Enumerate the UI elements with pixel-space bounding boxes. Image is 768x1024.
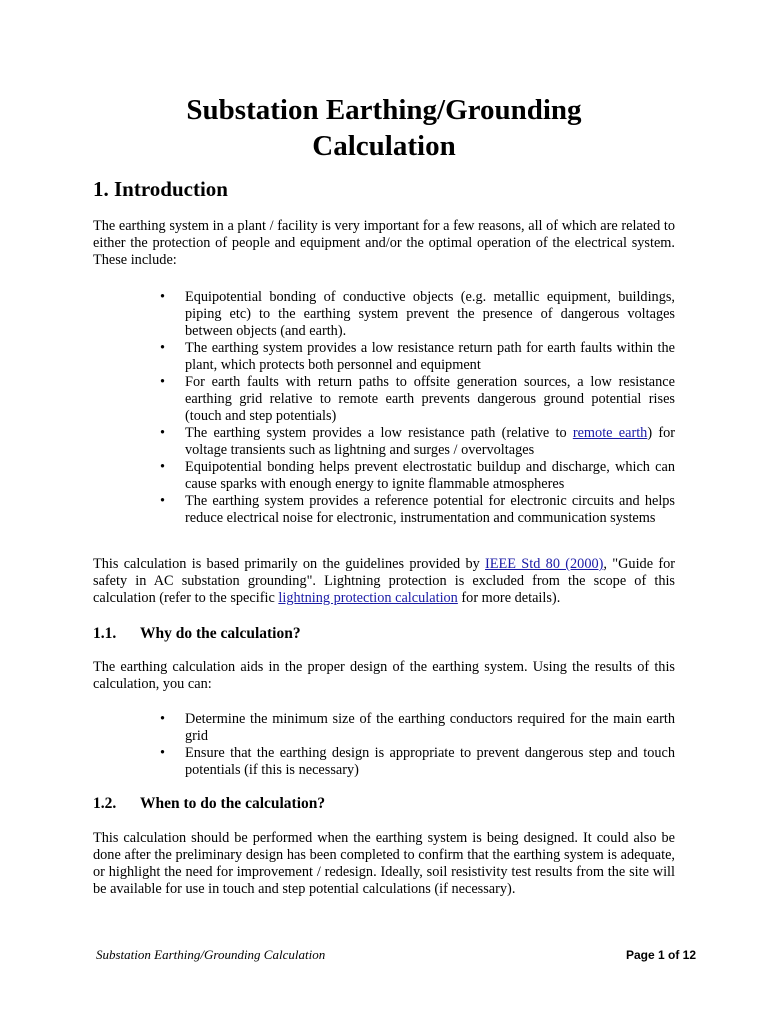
section-heading-why (93, 624, 301, 644)
list-item (160, 459, 675, 493)
list-item (160, 340, 675, 374)
section-heading-introduction: 1. Introduction (93, 177, 228, 201)
list-item (160, 289, 675, 340)
list-item-text: Ensure that the earthing design is appropriate to prevent dangerous step and touch potentials (if this is necessary) (185, 745, 675, 778)
list-item-text: Equipotential bonding of conductive objects (e.g. metallic equipment, buildings, piping etc) to the earthing system prevent the presence of dangerous voltages between objects (and earth). (185, 289, 675, 339)
bullet-icon: • (160, 711, 166, 727)
document-title: Substation Earthing/Grounding Calculation (186, 94, 582, 162)
list-item-text: The earthing system provides a reference potential for electronic circuits and helps reduce electrical noise for electronic, instrumentation and communication systems (185, 493, 675, 526)
basis-text-after: for more details). (457, 590, 561, 606)
list-item (160, 493, 675, 527)
when-paragraph: This calculation should be performed when the earthing system is being designed. It could also be done after the preliminary design has been completed to confirm that the earthing system is adequate, or highlight the need for improvement / redesign. Ideally, soil resistivity test results from the site will be available for use in touch and step potential calculations (if necessary). (93, 830, 675, 897)
list-item (160, 745, 675, 779)
list-item (160, 374, 675, 425)
intro-paragraph: The earthing system in a plant / facility is very important for a few reasons, all of which are related to either the protection of people and equipment and/or the optimal operation of the electrical system. These include: (93, 218, 675, 268)
bullet-icon: • (160, 459, 166, 475)
calculation-basis-paragraph (93, 556, 675, 607)
section-title: Why do the calculation? (140, 625, 301, 642)
bullet-icon: • (160, 493, 166, 509)
lightning-protection-link[interactable]: lightning protection calculation (278, 590, 458, 606)
list-item (160, 425, 675, 459)
bullet-icon: • (160, 340, 166, 356)
footer-document-title: Substation Earthing/Grounding Calculation (96, 947, 326, 962)
section-title: When to do the calculation? (140, 795, 326, 812)
why-paragraph: The earthing calculation aids in the proper design of the earthing system. Using the results of this calculation, you can: (93, 659, 675, 692)
list-item-text: Determine the minimum size of the earthing conductors required for the main earth grid (185, 711, 675, 744)
bullet-icon: • (160, 374, 166, 390)
bullet-icon: • (160, 745, 166, 761)
footer-page-number: Page 1 of 12 (625, 948, 696, 962)
list-item-text: The earthing system provides a low resistance return path for earth faults within the plant, which protects both personnel and equipment (185, 340, 675, 373)
list-item-text-before-link: The earthing system provides a low resistance path (relative to (185, 425, 573, 441)
section-number: 1.1. (93, 625, 117, 642)
remote-earth-link[interactable]: remote earth (572, 425, 648, 441)
basis-text-middle: , "Guide for safety in AC substation grounding". Lightning protection is excluded from the scope of this calculation (refer to the specific (93, 556, 676, 606)
basis-text-before: This calculation is based primarily on the guidelines provided by (93, 556, 486, 572)
bullet-icon: • (160, 425, 166, 441)
list-item-text: Equipotential bonding helps prevent electrostatic buildup and discharge, which can cause sparks with enough energy to ignite flammable atmospheres (185, 459, 675, 492)
why-bullet-list (160, 711, 675, 779)
section-heading-when (93, 794, 325, 814)
ieee-std-80-link[interactable]: IEEE Std 80 (2000) (485, 556, 604, 572)
list-item-text: For earth faults with return paths to offsite generation sources, a low resistance earthing grid relative to remote earth prevents dangerous ground potential rises (touch and step potentials) (185, 374, 675, 424)
section-number: 1.2. (93, 795, 117, 812)
list-item (160, 711, 675, 745)
bullet-icon: • (160, 289, 166, 305)
list-item-text-after-link: ) for voltage transients such as lightning and surges / overvoltages (185, 425, 675, 458)
intro-bullet-list (160, 289, 675, 527)
